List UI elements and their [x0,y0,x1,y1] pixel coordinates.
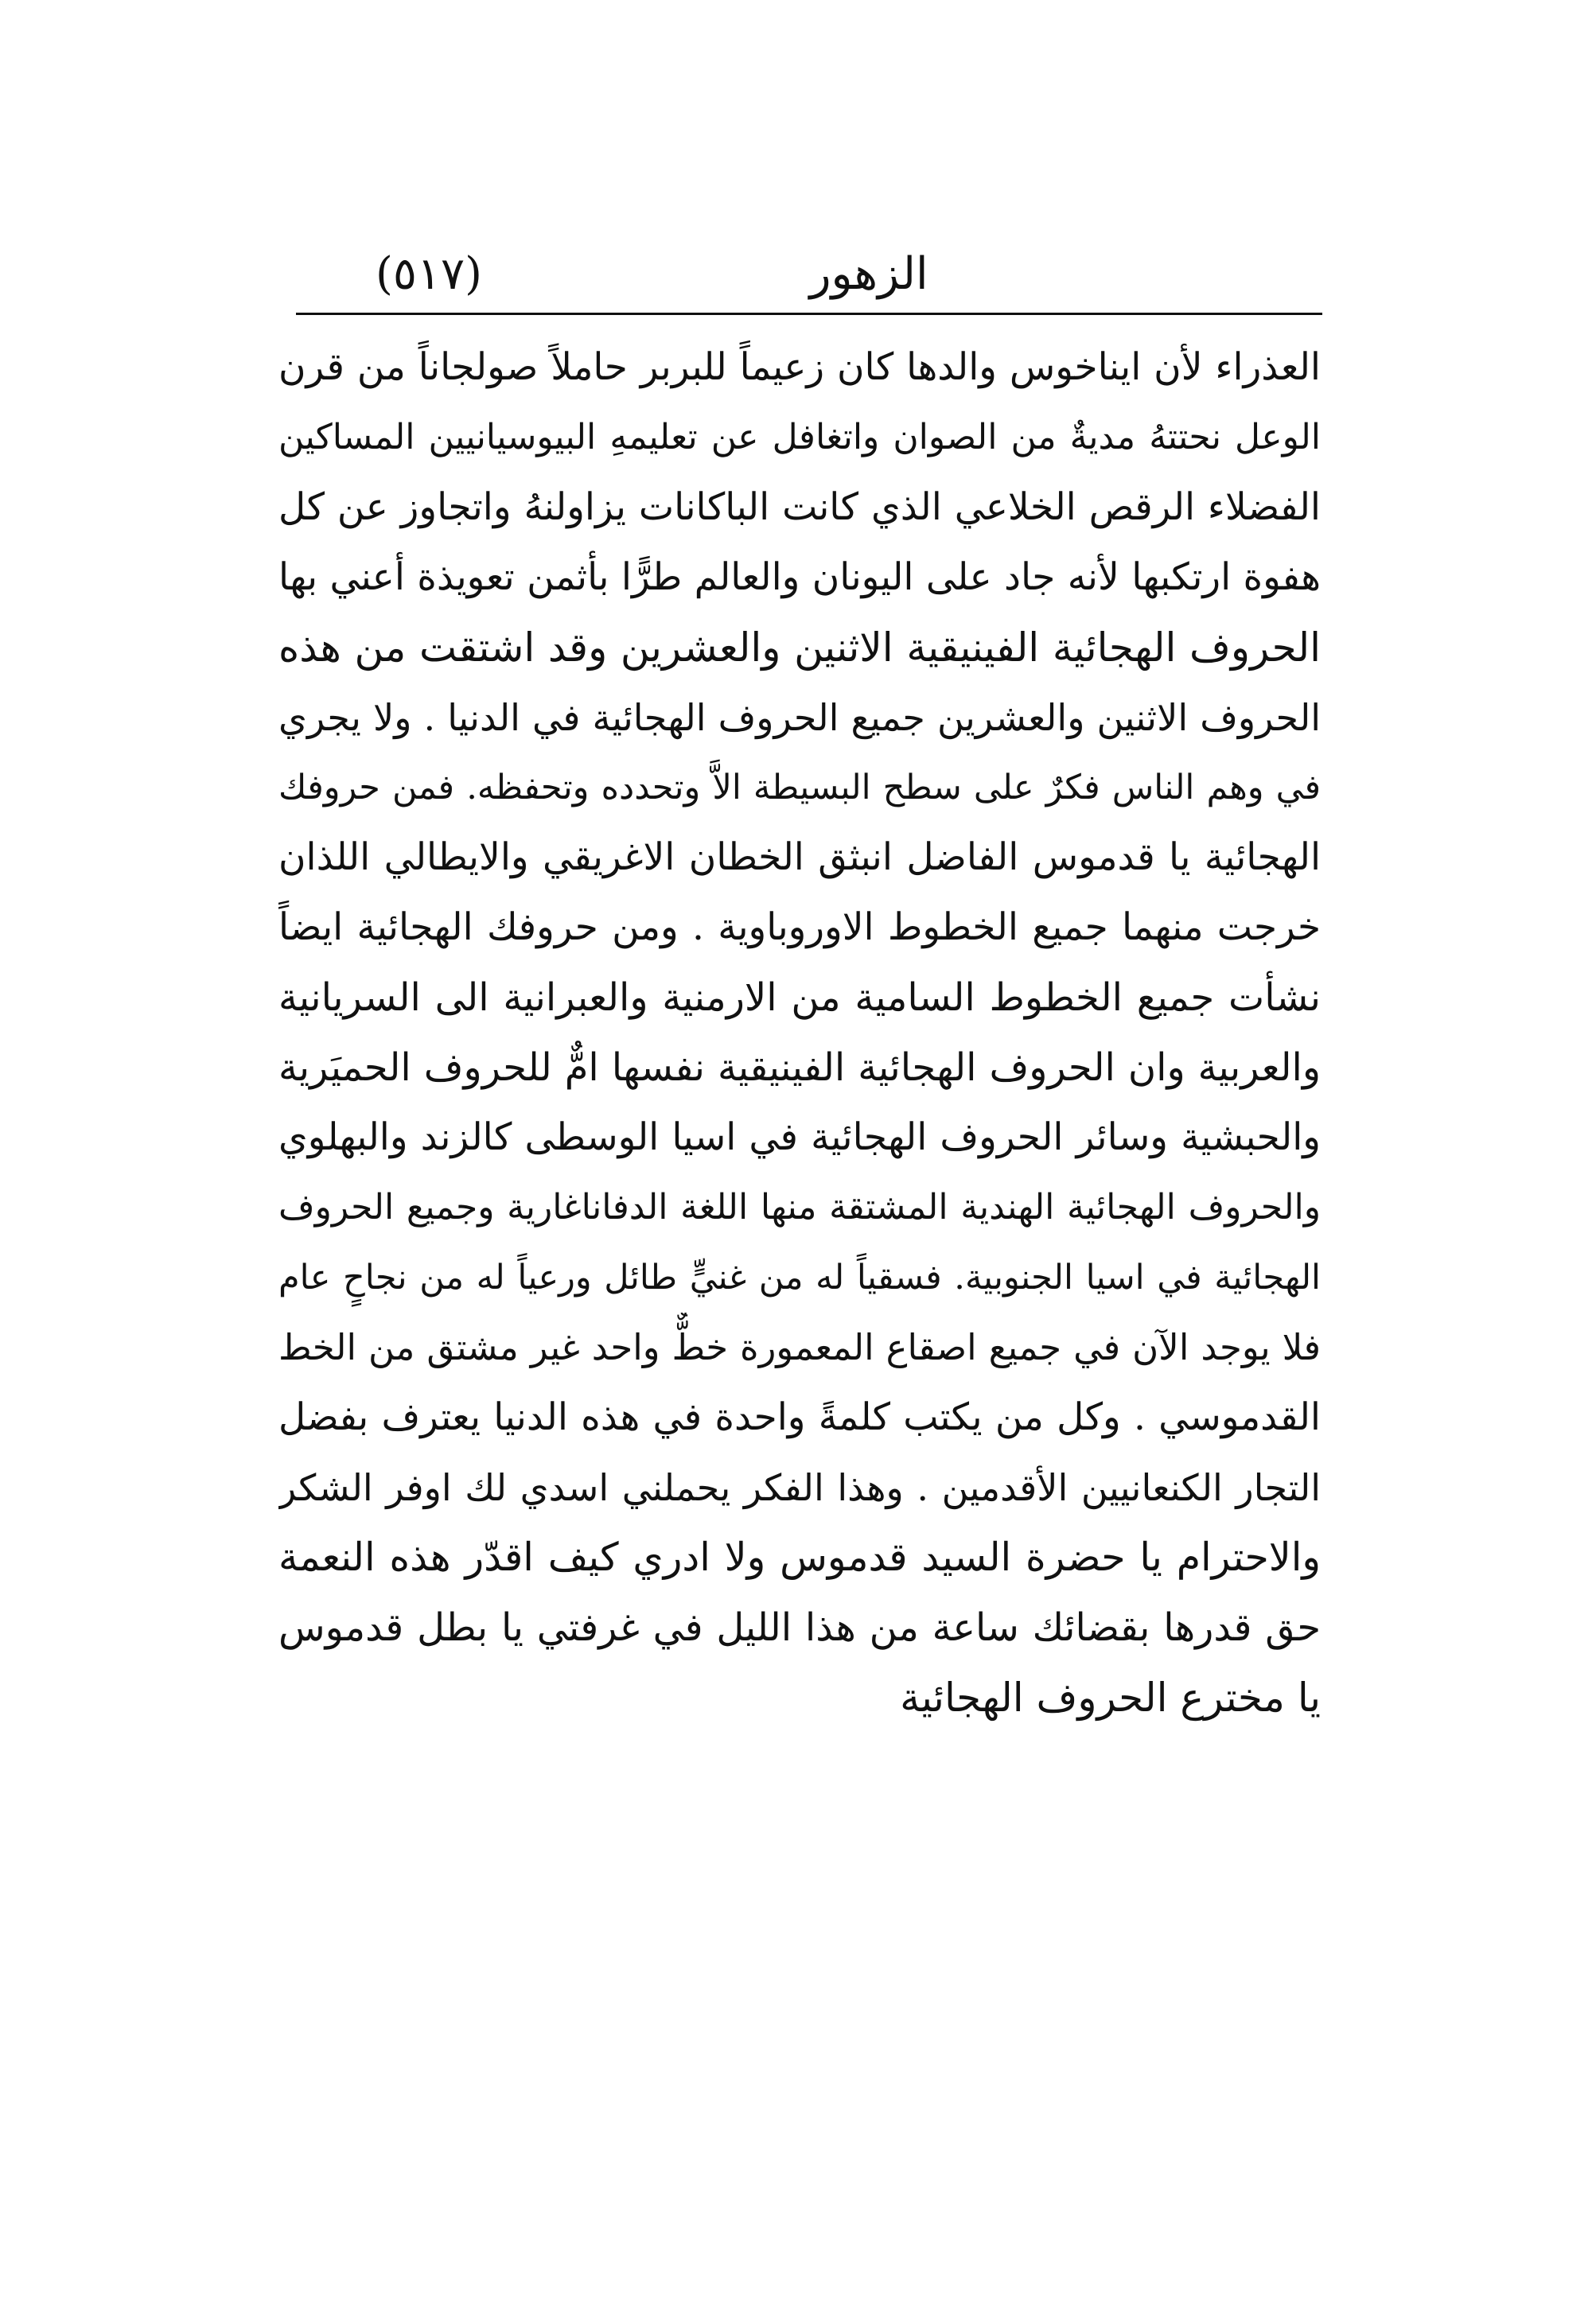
text-line: الوعل نحتتهُ مديةٌ من الصوان واتغافل عن تعليمهِ البيوسيانيين المساكين [278,417,1321,457]
header-rule [296,313,1322,315]
text-line: التجار الكنعانيين الأقدمين . وهذا الفكر يحملني اسدي لك اوفر الشكر [278,1466,1321,1509]
text-line: خرجت منهما جميع الخطوط الاوروباوية . ومن حروفك الهجائية ايضاً [278,905,1321,949]
body-text [278,333,1321,1733]
text-line: والحبشية وسائر الحروف الهجائية في اسيا الوسطى كالزند والبهلوي [278,1115,1321,1159]
text-line: الفضلاء الرقص الخلاعي الذي كانت الباكانات يزاولنهُ واتجاوز عن كل [278,485,1321,529]
running-header [296,231,1322,318]
text-line: فلا يوجد الآن في جميع اصقاع المعمورة خطٌّ واحد غير مشتق من الخط [278,1326,1321,1368]
text-line: والحروف الهجائية الهندية المشتقة منها اللغة الدفاناغارية وجميع الحروف [278,1187,1321,1228]
text-line: حق قدرها بقضائك ساعة من هذا الليل في غرفتي يا بطل قدموس [278,1605,1321,1650]
text-line: والعربية وان الحروف الهجائية الفينيقية نفسها امٌّ للحروف الحميَرية [278,1045,1321,1090]
text-line: يا مخترع الحروف الهجائية [900,1675,1321,1721]
page-number: (٥١٧) [376,248,482,300]
text-line: القدموسي . وكل من يكتب كلمةً واحدة في هذه الدنيا يعترف بفضل [278,1395,1321,1439]
text-line: الحروف الاثنين والعشرين جميع الحروف الهجائية في الدنيا . ولا يجري [278,696,1321,739]
journal-title: الزهور [809,248,928,300]
text-line: الحروف الهجائية الفينيقية الاثنين والعشرين وقد اشتقت من هذه [278,624,1321,671]
text-line: الهجائية في اسيا الجنوبية. فسقياً له من غنيٍّ طائل ورعياً له من نجاحٍ عام [278,1258,1321,1298]
text-line: والاحترام يا حضرة السيد قدموس ولا ادري كيف اقدّر هذه النعمة [278,1535,1321,1580]
text-line: نشأت جميع الخطوط السامية من الارمنية والعبرانية الى السريانية [278,975,1321,1020]
text-line: في وهم الناس فكرٌ على سطح البسيطة الاَّ وتحدده وتحفظه. فمن حروفك [278,768,1321,807]
text-line: هفوة ارتكبها لأنه جاد على اليونان والعالم طرًّا بأثمن تعويذة أعني بها [278,555,1321,599]
text-line: الهجائية يا قدموس الفاضل انبثق الخطان الاغريقي والايطالي اللذان [278,835,1321,879]
text-line: العذراء لأن ايناخوس والدها كان زعيماً للبربر حاملاً صولجاناً من قرن [278,345,1321,389]
